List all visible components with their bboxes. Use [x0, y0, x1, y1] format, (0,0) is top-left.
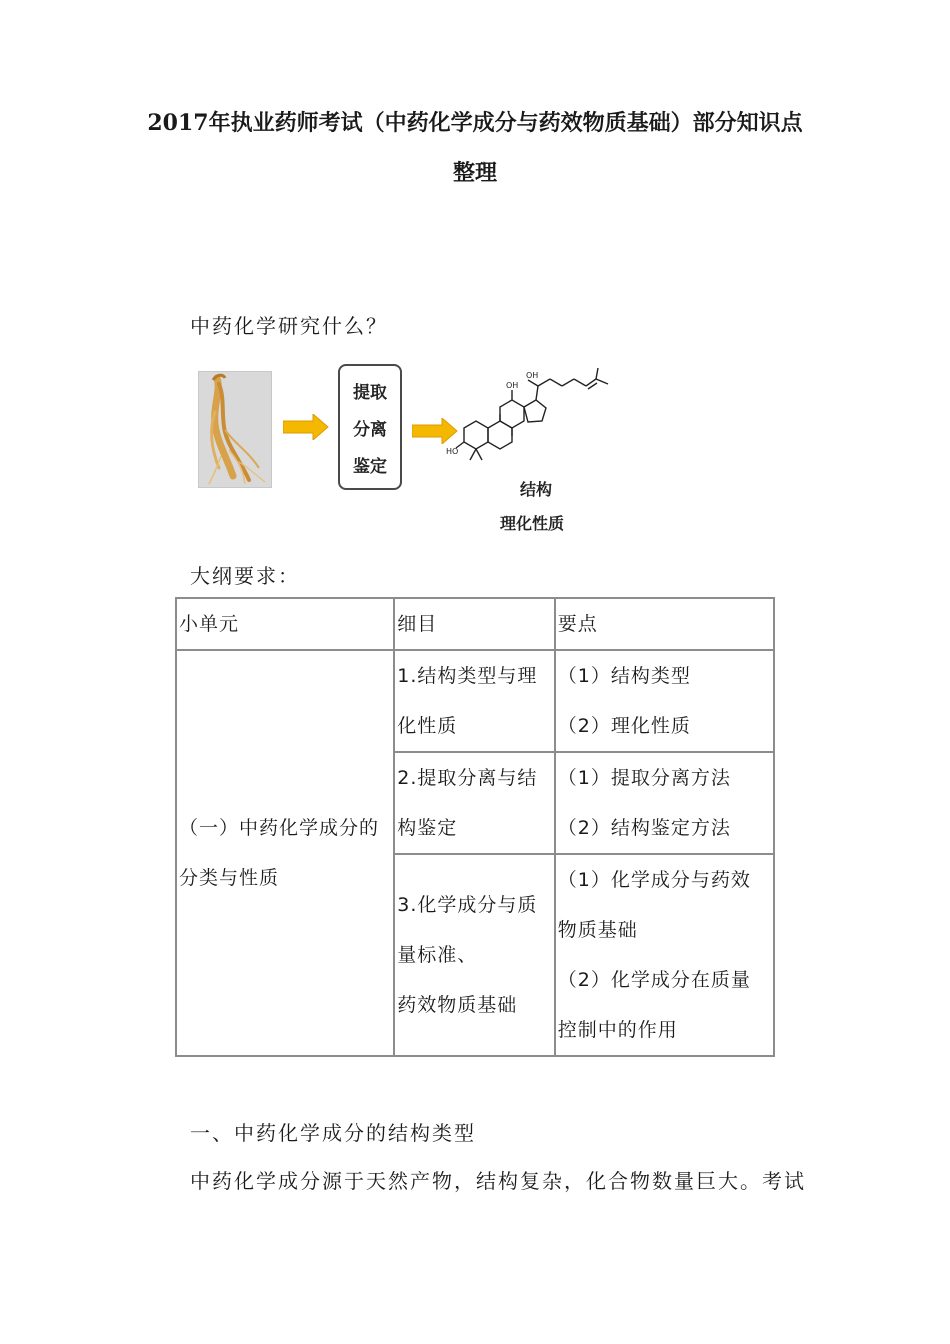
point-text-line: （2）结构鉴定方法 [557, 817, 731, 839]
points-cell [555, 650, 774, 752]
table-row [176, 650, 774, 752]
document-title-line-1: 2017年执业药师考试（中药化学成分与药效物质基础）部分知识点 [147, 110, 803, 136]
item-text-line: 2.提取分离与结 [397, 767, 538, 789]
physicochemical-properties-label: 理化性质 [500, 514, 565, 533]
molecular-structure-diagram [446, 368, 616, 470]
header-subunit: 小单元 [176, 598, 394, 650]
unit-line-2: 分类与性质 [179, 867, 280, 889]
ho-label: HO [446, 447, 459, 456]
step-identify: 鉴定 [353, 457, 387, 477]
item-text-line: 量标准、 [397, 944, 478, 966]
syllabus-label: 大纲要求： [190, 564, 300, 588]
item-text-line: 构鉴定 [397, 817, 458, 839]
step-separate: 分离 [353, 420, 387, 440]
right-arrow-icon [283, 414, 329, 440]
header-item: 细目 [394, 598, 554, 650]
syllabus-table [175, 597, 775, 1057]
unit-cell [176, 650, 394, 1056]
item-cell [394, 752, 554, 854]
document-title-line-2: 整理 [452, 160, 497, 186]
point-text-line: （1）提取分离方法 [557, 767, 731, 789]
header-points: 要点 [555, 598, 774, 650]
body-paragraph: 中药化学成分源于天然产物，结构复杂，化合物数量巨大。考试 [190, 1169, 806, 1193]
structure-label: 结构 [520, 480, 553, 499]
point-text-line: 控制中的作用 [557, 1019, 678, 1041]
unit-line-1: （一）中药化学成分的 [179, 817, 380, 839]
step-extract: 提取 [353, 383, 387, 403]
item-cell [394, 650, 554, 752]
ginseng-root-image [198, 371, 272, 488]
point-text-line: （1）结构类型 [557, 665, 691, 687]
point-text-line: （2）化学成分在质量 [557, 969, 751, 991]
question-text: 中药化学研究什么？ [190, 314, 388, 338]
item-cell [394, 854, 554, 1056]
point-text-line: （2）理化性质 [557, 715, 691, 737]
hydroxyl-label-side: OH [526, 371, 539, 380]
points-cell [555, 854, 774, 1056]
item-text-line: 药效物质基础 [397, 994, 518, 1016]
point-text-line: 物质基础 [557, 919, 638, 941]
hydroxyl-label-top: OH [506, 381, 519, 390]
item-text-line: 1.结构类型与理 [397, 665, 538, 687]
item-text-line: 3.化学成分与质 [397, 894, 538, 916]
points-cell [555, 752, 774, 854]
point-text-line: （1）化学成分与药效 [557, 869, 751, 891]
item-text-line: 化性质 [397, 715, 458, 737]
section-heading: 一、中药化学成分的结构类型 [190, 1121, 476, 1145]
extraction-steps-box [338, 364, 402, 490]
table-header-row [176, 598, 774, 650]
